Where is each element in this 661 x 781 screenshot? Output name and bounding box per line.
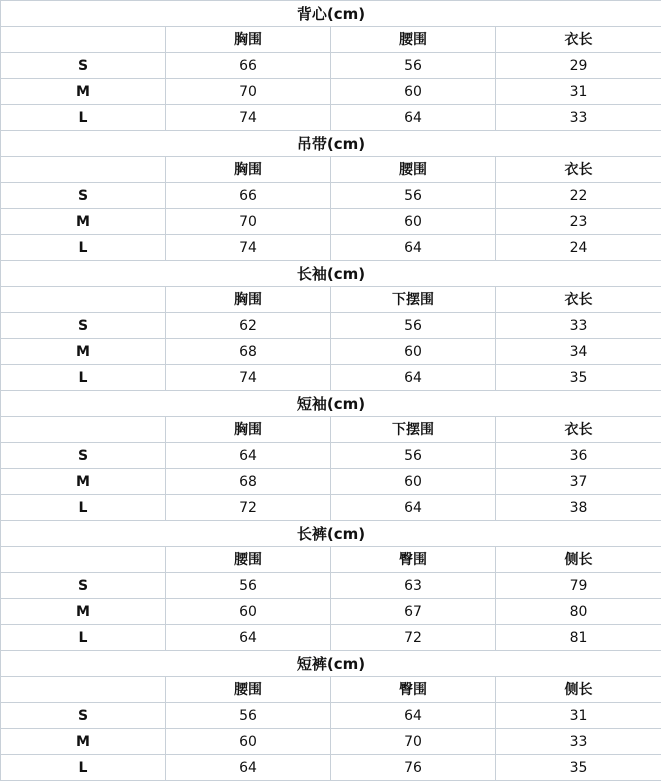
measurement-cell: 60 bbox=[331, 209, 496, 235]
column-header: 腰围 bbox=[166, 547, 331, 573]
size-label: M bbox=[1, 209, 166, 235]
table-row bbox=[1, 573, 661, 599]
table-row bbox=[1, 339, 661, 365]
size-label: L bbox=[1, 495, 166, 521]
column-header: 臀围 bbox=[331, 677, 496, 703]
column-header-row bbox=[1, 287, 661, 313]
measurement-cell: 60 bbox=[166, 729, 331, 755]
size-label: L bbox=[1, 365, 166, 391]
measurement-cell: 56 bbox=[331, 53, 496, 79]
table-row bbox=[1, 599, 661, 625]
table-row bbox=[1, 79, 661, 105]
measurement-cell: 70 bbox=[166, 209, 331, 235]
section-title: 吊带(cm) bbox=[1, 131, 661, 157]
measurement-cell: 60 bbox=[331, 339, 496, 365]
measurement-cell: 70 bbox=[166, 79, 331, 105]
measurement-cell: 22 bbox=[496, 183, 661, 209]
section-title-row bbox=[1, 521, 661, 547]
section-title-row bbox=[1, 261, 661, 287]
table-row bbox=[1, 729, 661, 755]
measurement-cell: 67 bbox=[331, 599, 496, 625]
measurement-cell: 80 bbox=[496, 599, 661, 625]
measurement-cell: 66 bbox=[166, 53, 331, 79]
table-row bbox=[1, 495, 661, 521]
column-header: 胸围 bbox=[166, 417, 331, 443]
column-header-row bbox=[1, 677, 661, 703]
measurement-cell: 64 bbox=[331, 495, 496, 521]
column-header-row bbox=[1, 547, 661, 573]
measurement-cell: 60 bbox=[166, 599, 331, 625]
measurement-cell: 76 bbox=[331, 755, 496, 781]
measurement-cell: 31 bbox=[496, 703, 661, 729]
measurement-cell: 62 bbox=[166, 313, 331, 339]
header-corner-cell bbox=[1, 547, 166, 573]
measurement-cell: 34 bbox=[496, 339, 661, 365]
table-row bbox=[1, 183, 661, 209]
column-header-row bbox=[1, 27, 661, 53]
column-header: 衣长 bbox=[496, 417, 661, 443]
column-header-row bbox=[1, 417, 661, 443]
measurement-cell: 23 bbox=[496, 209, 661, 235]
size-label: S bbox=[1, 443, 166, 469]
size-label: M bbox=[1, 469, 166, 495]
measurement-cell: 66 bbox=[166, 183, 331, 209]
measurement-cell: 33 bbox=[496, 105, 661, 131]
table-row bbox=[1, 105, 661, 131]
measurement-cell: 64 bbox=[166, 443, 331, 469]
measurement-cell: 60 bbox=[331, 469, 496, 495]
header-corner-cell bbox=[1, 677, 166, 703]
table-row bbox=[1, 53, 661, 79]
header-corner-cell bbox=[1, 287, 166, 313]
measurement-cell: 74 bbox=[166, 235, 331, 261]
size-label: S bbox=[1, 313, 166, 339]
section-title: 短袖(cm) bbox=[1, 391, 661, 417]
measurement-cell: 79 bbox=[496, 573, 661, 599]
column-header: 腰围 bbox=[166, 677, 331, 703]
table-row bbox=[1, 625, 661, 651]
table-row bbox=[1, 209, 661, 235]
size-label: M bbox=[1, 79, 166, 105]
section-title-row bbox=[1, 131, 661, 157]
size-label: M bbox=[1, 599, 166, 625]
size-label: S bbox=[1, 183, 166, 209]
measurement-cell: 24 bbox=[496, 235, 661, 261]
measurement-cell: 64 bbox=[166, 625, 331, 651]
column-header: 下摆围 bbox=[331, 287, 496, 313]
size-label: M bbox=[1, 729, 166, 755]
measurement-cell: 72 bbox=[166, 495, 331, 521]
column-header: 胸围 bbox=[166, 157, 331, 183]
size-label: L bbox=[1, 625, 166, 651]
size-label: S bbox=[1, 573, 166, 599]
section-title: 背心(cm) bbox=[1, 1, 661, 27]
section-title-row bbox=[1, 1, 661, 27]
measurement-cell: 33 bbox=[496, 313, 661, 339]
measurement-cell: 56 bbox=[166, 573, 331, 599]
column-header: 衣长 bbox=[496, 27, 661, 53]
header-corner-cell bbox=[1, 27, 166, 53]
column-header: 侧长 bbox=[496, 677, 661, 703]
measurement-cell: 56 bbox=[331, 443, 496, 469]
column-header: 胸围 bbox=[166, 27, 331, 53]
measurement-cell: 70 bbox=[331, 729, 496, 755]
column-header: 衣长 bbox=[496, 157, 661, 183]
size-label: L bbox=[1, 755, 166, 781]
table-row bbox=[1, 703, 661, 729]
measurement-cell: 68 bbox=[166, 339, 331, 365]
section-title-row bbox=[1, 651, 661, 677]
measurement-cell: 56 bbox=[331, 183, 496, 209]
measurement-cell: 74 bbox=[166, 365, 331, 391]
size-label: S bbox=[1, 703, 166, 729]
section-title-row bbox=[1, 391, 661, 417]
column-header: 下摆围 bbox=[331, 417, 496, 443]
table-row bbox=[1, 313, 661, 339]
column-header-row bbox=[1, 157, 661, 183]
measurement-cell: 64 bbox=[166, 755, 331, 781]
table-row bbox=[1, 469, 661, 495]
measurement-cell: 60 bbox=[331, 79, 496, 105]
section-title: 长袖(cm) bbox=[1, 261, 661, 287]
measurement-cell: 72 bbox=[331, 625, 496, 651]
measurement-cell: 74 bbox=[166, 105, 331, 131]
column-header: 胸围 bbox=[166, 287, 331, 313]
size-label: L bbox=[1, 105, 166, 131]
measurement-cell: 37 bbox=[496, 469, 661, 495]
measurement-cell: 35 bbox=[496, 365, 661, 391]
measurement-cell: 33 bbox=[496, 729, 661, 755]
measurement-cell: 56 bbox=[331, 313, 496, 339]
header-corner-cell bbox=[1, 157, 166, 183]
measurement-cell: 29 bbox=[496, 53, 661, 79]
measurement-cell: 38 bbox=[496, 495, 661, 521]
measurement-cell: 64 bbox=[331, 703, 496, 729]
measurement-cell: 56 bbox=[166, 703, 331, 729]
section-title: 短裤(cm) bbox=[1, 651, 661, 677]
measurement-cell: 36 bbox=[496, 443, 661, 469]
table-row bbox=[1, 365, 661, 391]
section-title: 长裤(cm) bbox=[1, 521, 661, 547]
size-label: L bbox=[1, 235, 166, 261]
measurement-cell: 35 bbox=[496, 755, 661, 781]
measurement-cell: 31 bbox=[496, 79, 661, 105]
measurement-cell: 81 bbox=[496, 625, 661, 651]
measurement-cell: 64 bbox=[331, 365, 496, 391]
measurement-cell: 68 bbox=[166, 469, 331, 495]
column-header: 臀围 bbox=[331, 547, 496, 573]
column-header: 侧长 bbox=[496, 547, 661, 573]
measurement-cell: 64 bbox=[331, 105, 496, 131]
table-row bbox=[1, 443, 661, 469]
size-label: M bbox=[1, 339, 166, 365]
table-row bbox=[1, 755, 661, 781]
size-label: S bbox=[1, 53, 166, 79]
table-row bbox=[1, 235, 661, 261]
header-corner-cell bbox=[1, 417, 166, 443]
column-header: 腰围 bbox=[331, 157, 496, 183]
measurement-cell: 64 bbox=[331, 235, 496, 261]
size-chart-body bbox=[1, 1, 661, 781]
measurement-cell: 63 bbox=[331, 573, 496, 599]
column-header: 腰围 bbox=[331, 27, 496, 53]
column-header: 衣长 bbox=[496, 287, 661, 313]
